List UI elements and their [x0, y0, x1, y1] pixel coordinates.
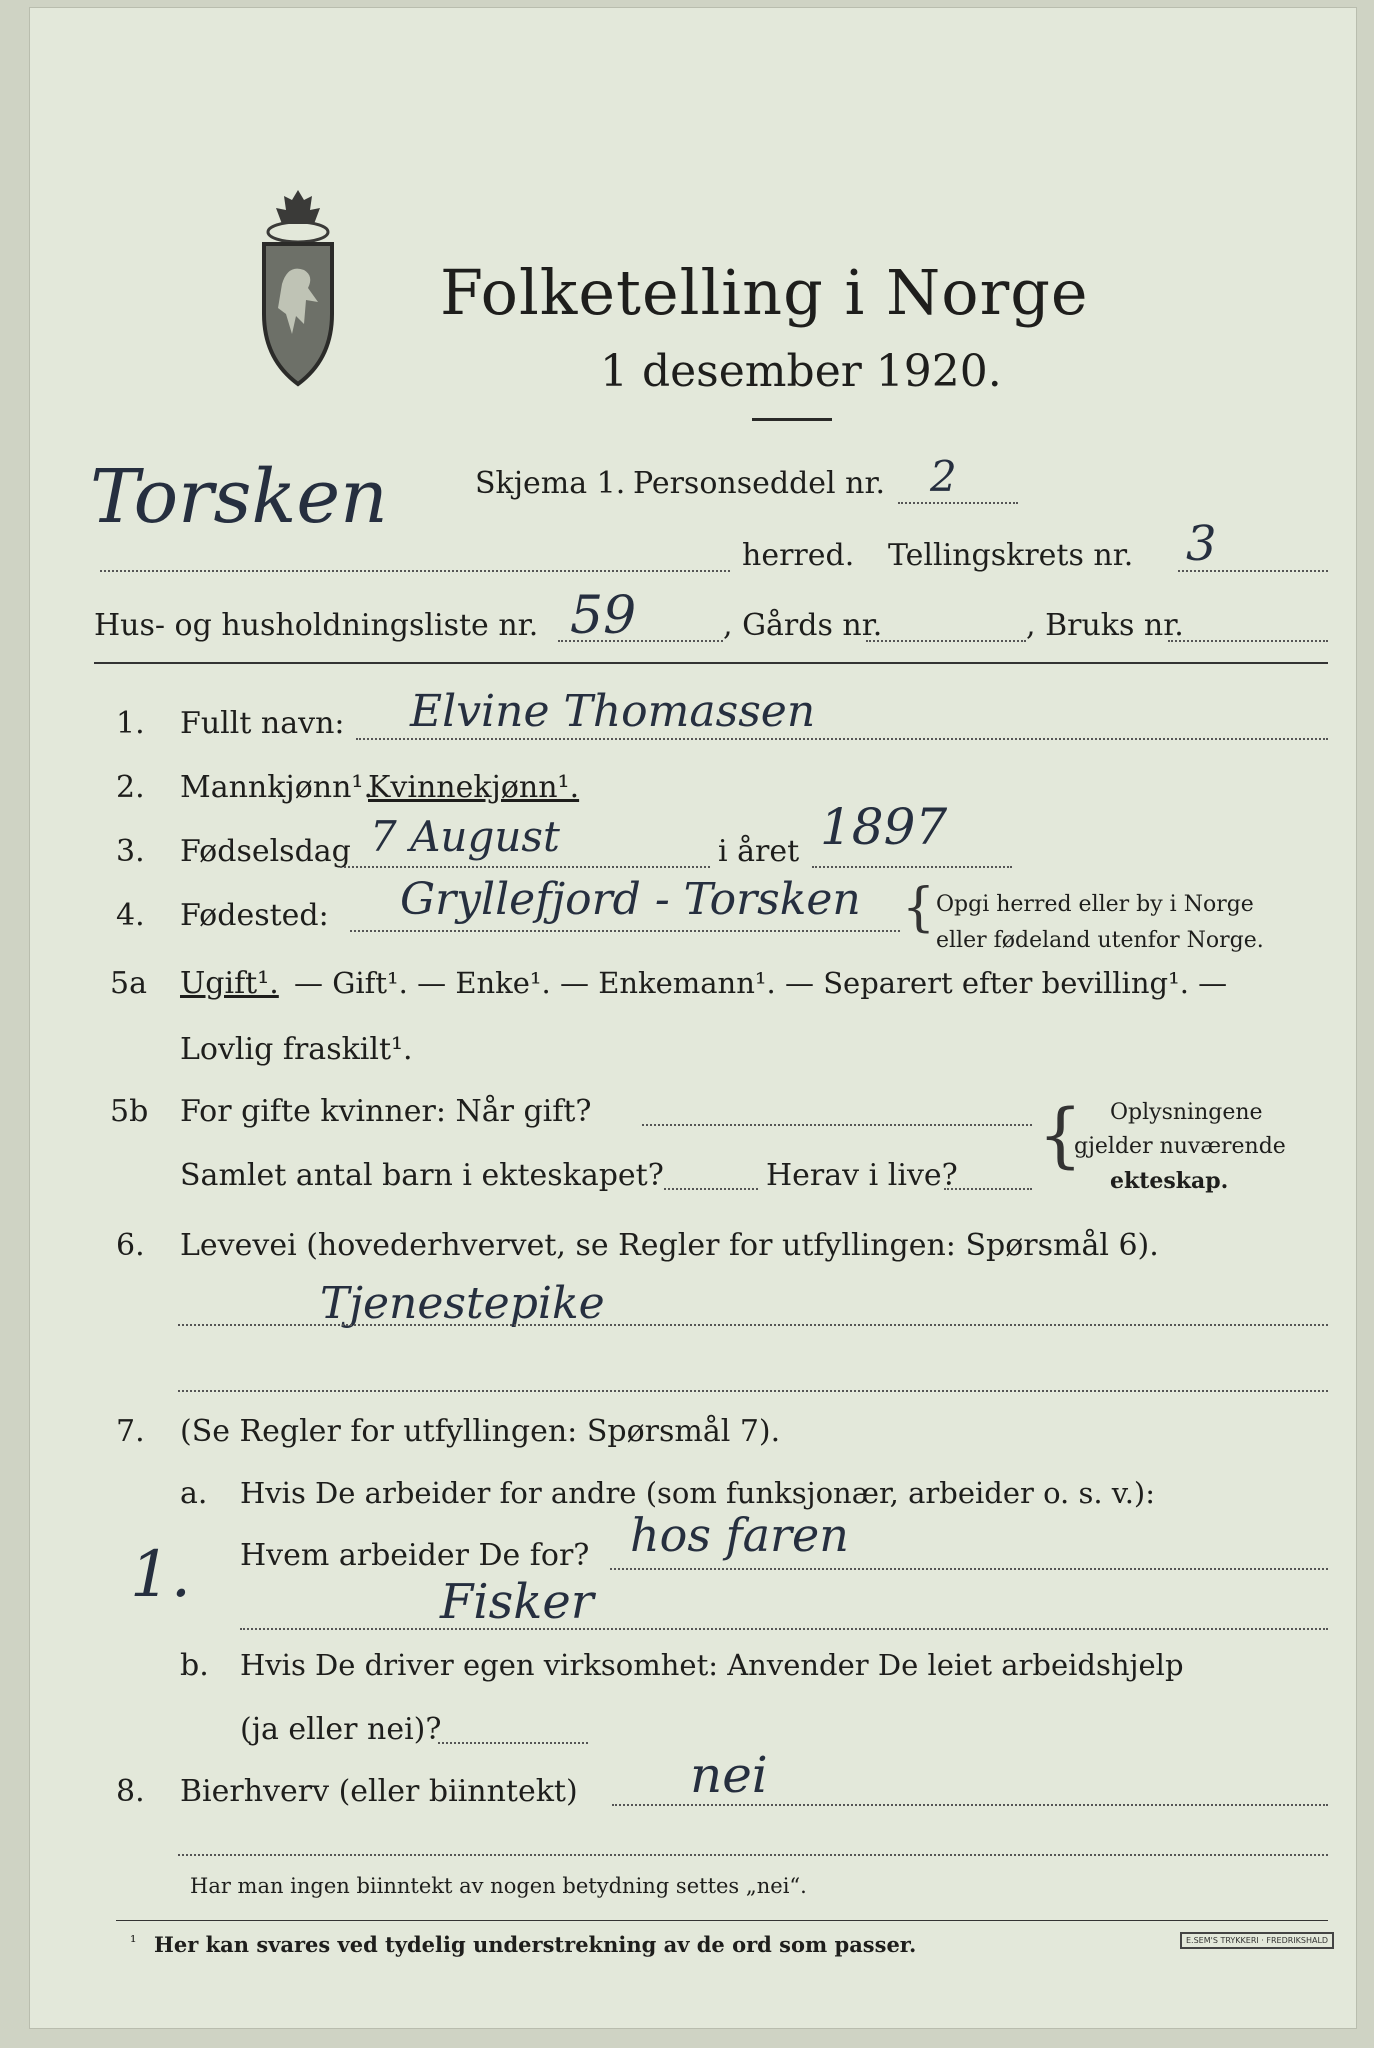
gards-line — [866, 640, 1026, 642]
q6-line-1 — [178, 1324, 1328, 1326]
children-line — [664, 1188, 758, 1190]
unmarried-label: Ugift¹. — [180, 966, 279, 1001]
year-line — [812, 866, 1012, 868]
birthday-value: 7 August — [370, 812, 560, 861]
q5b-line — [642, 1124, 1032, 1126]
bruks-label: , Bruks nr. — [1026, 608, 1184, 643]
q4-line — [350, 930, 900, 932]
q5b-number: 5b — [110, 1094, 149, 1129]
marital-options: — Gift¹. — Enke¹. — Enkemann¹. — Separert efter bevilling¹. — — [294, 966, 1228, 1000]
birthplace-value: Gryllefjord - Torsken — [400, 874, 861, 925]
header-rule — [94, 662, 1328, 664]
bruks-line — [1168, 640, 1328, 642]
children-label: Samlet antal barn i ekteskapet? — [180, 1158, 664, 1193]
q4-note-1: Opgi herred eller by i Norge — [936, 892, 1254, 917]
q3-label: Fødselsdag — [180, 834, 351, 869]
personseddel-line — [898, 502, 1018, 504]
q7b-line — [438, 1742, 588, 1744]
coat-of-arms-icon — [248, 184, 348, 394]
side-income-value: nei — [690, 1746, 768, 1804]
q7b-label: Hvis De driver egen virksomhet: Anvender De leiet arbeidshjelp — [240, 1648, 1184, 1682]
personseddel-value: 2 — [930, 452, 957, 501]
q4-note-2: eller fødeland utenfor Norge. — [936, 928, 1264, 953]
herred-line — [100, 570, 730, 572]
q6-label: Levevei (hovederhvervet, se Regler for utfyllingen: Spørsmål 6). — [180, 1228, 1159, 1263]
margin-mark: 1. — [130, 1538, 192, 1612]
hus-value: 59 — [570, 586, 637, 646]
q8-line-1 — [612, 1804, 1328, 1806]
gender-male-label: Mannkjønn¹. — [180, 770, 373, 805]
year-label: i året — [718, 834, 800, 869]
employer-occupation-value: Fisker — [440, 1574, 594, 1630]
q4-label: Fødested: — [180, 898, 329, 933]
q7a-line-1 — [610, 1568, 1328, 1570]
q5b-note-2: gjelder nuværende — [1074, 1134, 1286, 1159]
herred-value: Torsken — [90, 454, 388, 540]
q7-label: (Se Regler for utfyllingen: Spørsmål 7). — [180, 1414, 781, 1449]
q7a-line-2 — [240, 1628, 1328, 1630]
skjema-label: Skjema 1. — [475, 466, 626, 501]
hus-label: Hus- og husholdningsliste nr. — [94, 608, 539, 643]
q7a-label: Hvis De arbeider for andre (som funksjonær, arbeider o. s. v.): — [240, 1476, 1156, 1510]
q7a-letter: a. — [180, 1476, 208, 1511]
q4-number: 4. — [116, 898, 145, 933]
divider — [752, 418, 832, 421]
divorced-label: Lovlig fraskilt¹. — [180, 1032, 413, 1067]
tellingskrets-value: 3 — [1186, 516, 1217, 572]
q6-line-2 — [178, 1390, 1328, 1392]
q7a-employer-label: Hvem arbeider De for? — [240, 1538, 590, 1573]
q8-line-2 — [178, 1854, 1328, 1856]
q7-number: 7. — [116, 1414, 145, 1449]
q5b-note-1: Oplysningene — [1110, 1100, 1263, 1125]
alive-line — [944, 1188, 1032, 1190]
full-name-value: Elvine Thomassen — [410, 686, 816, 737]
q2-number: 2. — [116, 770, 145, 805]
q5b-label: For gifte kvinner: Når gift? — [180, 1094, 592, 1129]
q1-label: Fullt navn: — [180, 706, 345, 741]
printer-stamp: E.SEM'S TRYKKERI · FREDRIKSHALD — [1180, 1932, 1334, 1949]
personseddel-label: Personseddel nr. — [633, 466, 886, 501]
q7b-yesno-label: (ja eller nei)? — [240, 1712, 442, 1747]
brace: { — [902, 878, 936, 938]
footer-rule — [116, 1920, 1328, 1921]
q3-number: 3. — [116, 834, 145, 869]
census-form — [30, 8, 1356, 2028]
tellingskrets-label: Tellingskrets nr. — [888, 538, 1134, 573]
birth-year-value: 1897 — [820, 798, 948, 856]
alive-label: Herav i live? — [766, 1158, 958, 1193]
herred-label: herred. — [742, 538, 855, 573]
q5b-note-3: ekteskap. — [1110, 1168, 1229, 1194]
q8-label: Bierhverv (eller biinntekt) — [180, 1774, 578, 1809]
footnote-number: ¹ — [130, 1932, 137, 1951]
nei-note: Har man ingen biinntekt av nogen betydning settes „nei“. — [190, 1874, 807, 1898]
q1-line — [356, 738, 1328, 740]
q6-number: 6. — [116, 1228, 145, 1263]
q8-number: 8. — [116, 1774, 145, 1809]
footnote-text: Her kan svares ved tydelig understrekning av de ord som passer. — [154, 1932, 917, 1957]
form-title: Folketelling i Norge — [440, 256, 1089, 329]
q1-number: 1. — [116, 706, 145, 741]
q5a-number: 5a — [110, 966, 147, 1001]
q7b-letter: b. — [180, 1648, 209, 1683]
occupation-value: Tjenestepike — [320, 1278, 605, 1329]
brace: { — [1038, 1094, 1083, 1176]
gards-label: , Gårds nr. — [723, 608, 883, 643]
employer-value: hos faren — [630, 1508, 849, 1562]
gender-female-label: Kvinnekjønn¹. — [368, 770, 580, 805]
census-date: 1 desember 1920. — [600, 346, 1002, 397]
q3-line — [340, 866, 710, 868]
